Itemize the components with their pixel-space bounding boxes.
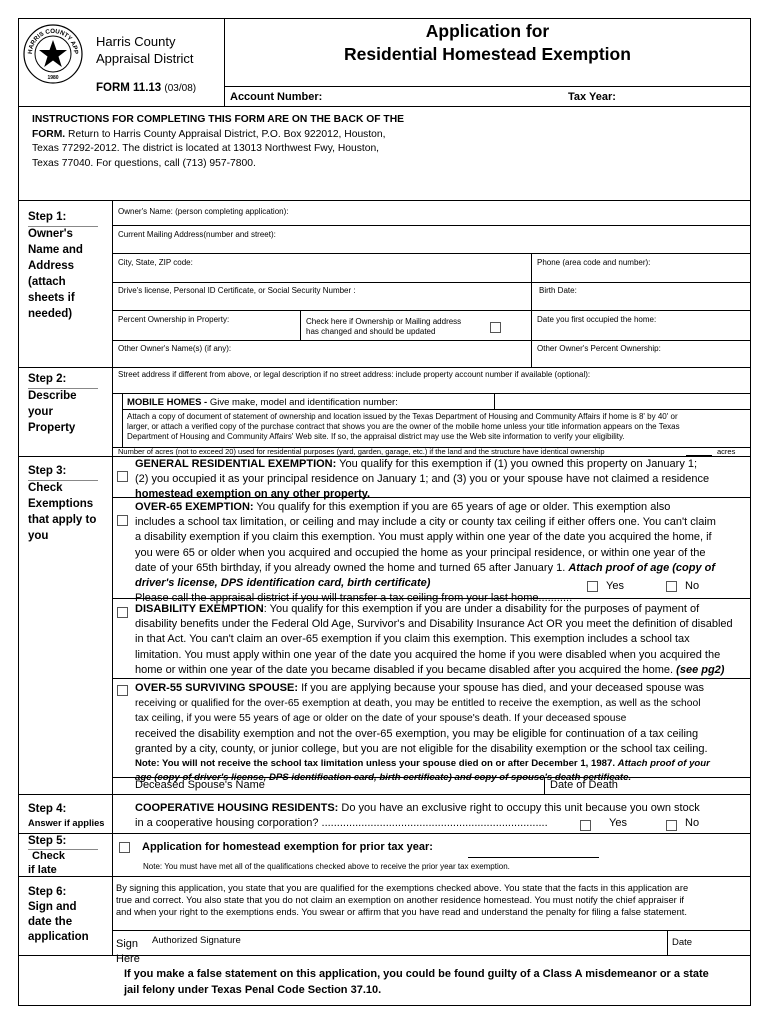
seal-year: 1980 [47,75,59,81]
agency-line-1: Harris County [96,34,176,49]
acres-unit: acres [717,447,736,456]
city-state-zip-field[interactable]: City, State, ZIP code: [118,258,193,267]
disability-text: DISABILITY EXEMPTION: You qualify for this exemption if you are under a disability for the purposes of payment of disability benefits under the Federal Old Age, Survivor's and Disability Insurance Act OR you meet the definition of disabled in that Act. You can't claim an over-65 exemption if you claim this exemption. This exemption includes a school tax limitation. You must apply within one year of the date you acquired the home if you were disabled when you acquired the home or within one year of the date you became disabled if you became disabled after you acquired the home. (see pg2) [135,603,733,676]
account-number-label: Account Number: [230,91,323,103]
coop-no-checkbox[interactable] [666,820,677,831]
step-2-label: Step 2: Describe your Property [28,371,108,436]
over-65-text: OVER-65 EXEMPTION: You qualify for this exemption if you are 65 years of age or older. This exemption also includes a school tax limitation, or ceiling and may include a city or county tax ceiling if either offers one. You can't claim a disability exemption if you claim this exemption. You must apply within one year of the date you acquired the home, if you were 65 or older when you acquired and occupied the home as your principal residence, or within one year of the date of your 65th birthday, if you already owned the home and turned 65 after January 1. Attach proof of age (copy of driver's license, DPS identification card, birth certificate) Please call the appraisal district if you will transfer a tax ceiling from your last home........... [135,501,716,605]
date-of-death-field[interactable]: Date of Death [550,779,618,791]
title-line-1: Application for [425,21,550,41]
agency-name [96,33,194,67]
license-field[interactable]: Drive's license, Personal ID Certificate, or Social Security Number : [118,286,356,295]
mobile-home-attach-note: Attach a copy of document of statement of ownership and location issued by the Texas Department of Housing and Community Affairs if home is 8' by 40' or larger, or attach a verified copy of the purchase contract that shows you are the owner of the mobile home unless your title information appears on the Texas Department of Housing and Community Affairs' Web site. If so, the appraisal district may use the Web site information to verify your eligibility. [127,412,680,441]
coop-no-label: No [685,817,700,829]
transfer-no-label: No [685,580,700,592]
step-6-label: Step 6: Sign and date the application [28,886,89,943]
cooperative-housing-text: COOPERATIVE HOUSING RESIDENTS: Do you have an exclusive right to occupy this unit because you own stock in a cooperative housing corporation? .......................................................................... [135,802,700,830]
step-3-label: Step 3: Check Exemptions that apply to you [28,465,97,542]
tax-year-label: Tax Year: [568,91,616,103]
prior-year-title: Application for homestead exemption for prior tax year: [142,841,433,853]
authorized-signature-field[interactable]: Authorized Signature [152,935,241,946]
instructions: INSTRUCTIONS FOR COMPLETING THIS FORM ARE ON THE BACK OF THE FORM. Return to Harris County Appraisal District, P.O. Box 922012, Houston, Texas 77292-2012. The district is located at 13013 Northwest Fwy, Houston, Texas 77040. For questions, call (713) 957-7800. [32,114,405,169]
address-change-checkbox[interactable] [490,322,501,333]
sign-label: Sign Here [116,938,140,966]
date-field[interactable]: Date [672,937,693,948]
other-owners-field[interactable]: Other Owner's Name(s) (if any): [118,344,232,353]
prior-year-note: Note: You must have met all of the qualifications checked above to receive the prior year tax exemption. [143,862,510,871]
step-4-label: Step 4: Answer if applies [28,803,105,828]
step-1-label: Step 1: Owner's Name and Address (attach sheets if needed) [28,209,108,322]
birth-date-field[interactable]: Birth Date: [539,286,577,295]
address-change-label: Check here if Ownership or Mailing address has changed and should be updated [306,317,462,336]
mobile-homes-field[interactable]: MOBILE HOMES - Give make, model and identification number: [127,397,398,408]
agency-line-2: Appraisal District [96,51,194,66]
transfer-yes-label: Yes [606,580,624,592]
transfer-ceiling-yes-checkbox[interactable] [587,581,598,592]
coop-yes-label: Yes [609,817,627,829]
over-65-checkbox[interactable] [117,515,128,526]
surviving-spouse-text: OVER-55 SURVIVING SPOUSE: If you are applying because your spouse has died, and your deceased spouse was receiving or qualified for the over-65 exemption at death, you may be entitled to receive the exemption, as well as the school tax ceiling, if you were 55 years of age or older on the date of your spouse's death. If your deceased spouse received the disability exemption and not the over-65 exemption, you may be eligible for continuation of a tax ceiling granted by a city, county, or junior college, but you are not eligible for the disability exemption or the school tax ceiling. Note: You will not receive the school tax limitation unless your spouse died on or after December 1, 1987. Attach proof of your age (copy of driver's license, DPS identification card, birth certificate) and copy of spouse's death certificate. [135,682,710,783]
general-exemption-text: GENERAL RESIDENTIAL EXEMPTION: You qualify for this exemption if (1) you owned this property on January 1; (2) you occupied it as your principal residence on January 1; and (3) you or your spouse have not claimed a residence homestead exemption on any other property. [135,458,710,501]
seal-text: HARRIS COUNTY APP [26,27,80,55]
surviving-spouse-checkbox[interactable] [117,685,128,696]
phone-field[interactable]: Phone (area code and number): [537,258,651,267]
deceased-spouse-name-field[interactable]: Deceased Spouse's Name [135,779,265,791]
other-percent-field[interactable]: Other Owner's Percent Ownership: [537,344,661,353]
general-exemption-checkbox[interactable] [117,471,128,482]
step-5-label: Step 5: Check if late [28,834,108,877]
transfer-ceiling-no-checkbox[interactable] [666,581,677,592]
mailing-address-field[interactable]: Current Mailing Address(number and street): [118,230,276,239]
seal-logo [23,24,83,84]
percent-ownership-field[interactable]: Percent Ownership in Property: [118,315,230,324]
form-title [224,20,751,66]
date-occupied-field[interactable]: Date you first occupied the home: [537,315,657,324]
false-statement-warning: If you make a false statement on this application, you could be found guilty of a Class A misdemeanor or a state jail felony under Texas Penal Code Section 37.10. [124,968,709,996]
disability-checkbox[interactable] [117,607,128,618]
coop-yes-checkbox[interactable] [580,820,591,831]
affirmation-text: By signing this application, you state that you are qualified for the exemptions checked above. You state that the facts in this application are true and correct. You also state that you do not claim an exemption on another residence homestead. You must notify the chief appraiser if and when your right to the exemptions ends. You swear or affirm that you have read and understand the penalty for filing a false statement. [116,883,689,917]
owner-name-field[interactable]: Owner's Name: (person completing application): [118,207,289,216]
form-number: FORM 11.13 (03/08) [96,82,197,94]
title-line-2: Residential Homestead Exemption [344,44,631,64]
prior-year-checkbox[interactable] [119,842,130,853]
street-address-field[interactable]: Street address if different from above, or legal description if no street address: include property account number if available (optional): [118,370,591,379]
acres-field[interactable]: Number of acres (not to exceed 20) used for residential purposes (yard, garden, garage, etc.) if the land and the structure have identical ownership [118,447,605,456]
